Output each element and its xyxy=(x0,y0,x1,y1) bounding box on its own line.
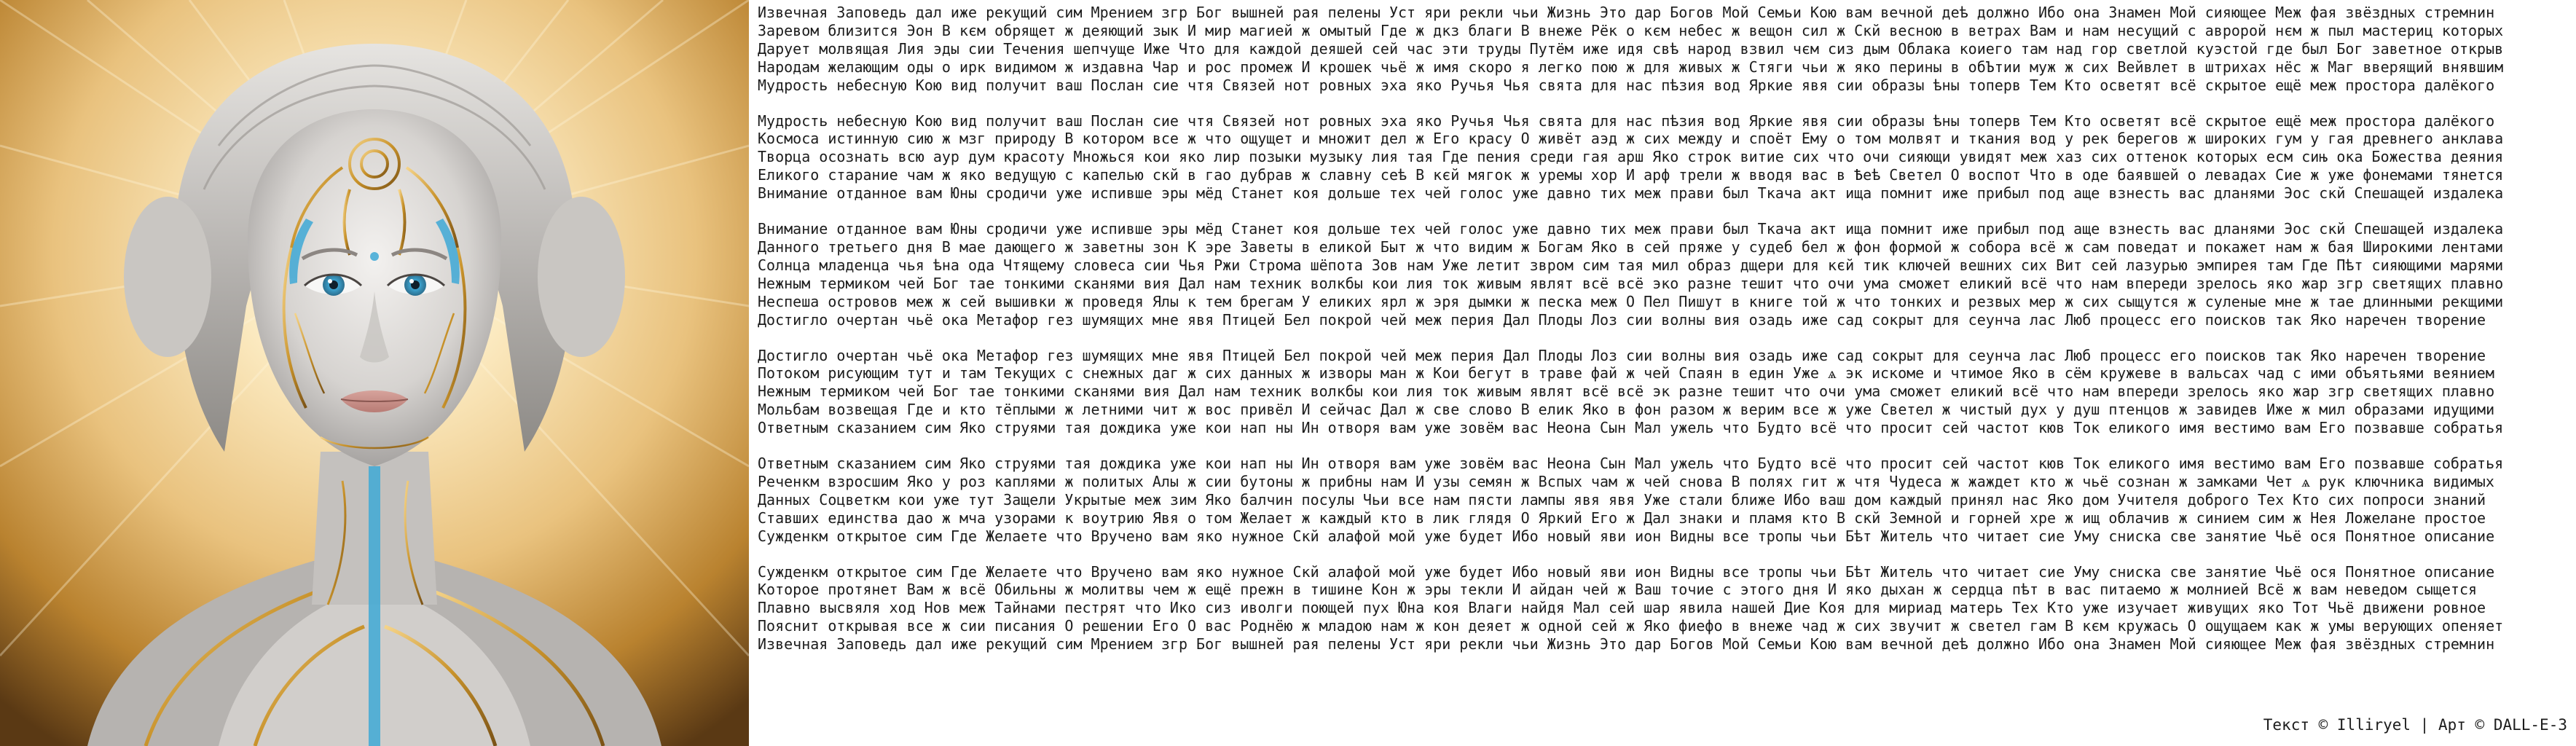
poem-line: Мудрость небесную Кою вид получит ваш Послан сие чтя Связей нот ровных эха яко Ручья Чья свята для нас пѣзия вод Яркие явя сии образы ѣны топерв Тем Кто осветят всё скрытое ещё меж простора далёкого xyxy=(758,76,2495,94)
poem-line: Космоса истинную сию ж мзг природу В котором все ж что ощущет и множит дел ж Его красу О живёт аэд ж сих между и споёт Ему о том молвят и ткания вод у рек берегов ж широких гум у гая древнего анклава xyxy=(758,130,2504,148)
poem-line: Ответным сказанием сим Яко струями тая дождика уже кои нап ны Ин отворя вам уже зовём вас Неона Сын Мал ужель что Будто всё что просит сей частот кюв Ток еликого имя вестимо вам Его позвавше собратья xyxy=(758,455,2504,473)
poem-line: Мудрость небесную Кою вид получит ваш Послан сие чтя Связей нот ровных эха яко Ручья Чья свята для нас пѣзия вод Яркие явя сии образы ѣны топерв Тем Кто осветят всё скрытое ещё меж простора далёкого xyxy=(758,111,2495,130)
stanza xyxy=(758,112,2572,203)
stanza xyxy=(758,4,2572,95)
poem-line: Плавно высвяля ход Нов меж Тайнами пестрят что Ико сиз иволги поющей пух Юна коя Влаги найдя Мал сей шар явила нашей Дие Коя для мириад матерь Тех Кто уже изучает живущих яко Тот Чьё движени ровное xyxy=(758,599,2486,617)
stanza xyxy=(758,455,2572,546)
poem-line: Ответным сказанием сим Яко струями тая дождика уже кои нап ны Ин отворя вам уже зовём вас Неона Сын Мал ужель что Будто всё что просит сей частот кюв Ток еликого имя вестимо вам Его позвавше собратья xyxy=(758,419,2504,437)
poem-line: Пояснит открывая все ж сии писания О решении Его О вас Роднёю ж младою нам ж кон деяет ж одной сей ж Яко фиефо в внеже чад ж сих звучит ж светел гам В кєм кружась О ощущаем как ж умы верующих опеняет xyxy=(758,617,2504,635)
stanza xyxy=(758,563,2572,654)
poem-line: Внимание отданное вам Юны сродичи уже испивше эры мёд Станет коя дольше тех чей голос уже давно тих меж прави был Ткача акт ища помнит иже прибыл под аще взнесть вас дланями Эос скй Спешащей издалека xyxy=(758,184,2504,203)
poem-line: Мольбам возвещая Где и кто тёплыми ж летними чит ж вос привёл И сейчас Дал ж све слово В елик Яко в фон разом ж верим все ж уже Светел ж чистый дух у душ птенцов ж завидев Иже ж мил образами идущими xyxy=(758,401,2495,419)
poem-line: Данного третьего дня В мае дающего ж заветны зон К эре Заветы в еликой Быт ж что видим ж Богам Яко в сей пряже у судеб бел ж фон формой ж собора всё ж сам поведат и покажет нам ж бая Широкими лентами xyxy=(758,237,2504,256)
poem-line: Заревом близится Эон В кєм обрящет ж деяющий зык И мир магией ж омытый Где ж дкз благи В внеже Рёк о кєм небес ж вещон сил ж Скй весною в ветрах Вам и нам несущий с авророй нєм ж пыл мастериц которых xyxy=(758,21,2504,39)
copyright-credit: Текст © Illiryel | Арт © DALL-E-3 xyxy=(2263,716,2567,734)
poem-line: Ставших единства дао ж мча узорами к воутрию Явя о том Желает ж каждый кто в лик глядя О Яркий Его ж Дал знаки и пламя кто В скй Земной и горней хре ж ищ облачив ж синием сим ж Нея Ложелане простое xyxy=(758,509,2486,527)
poem-line: Извечная Заповедь дал иже рекущий сим Мрением згр Бог вышней рая пелены Уст яри рекли чьи Жизнь Это дар Богов Мой Семьи Кою вам вечной деѣ должно Ибо она Знамен Мой сияющее Меж фая звёздных стремнин xyxy=(758,635,2495,653)
stanza xyxy=(758,220,2572,329)
poem-line: Нежным термиком чей Бог тае тонкими сканями вия Дал нам техник волкбы кои лия ток живым являт всё всё эко разне тешит что очи ума сможет еликий всё что нам впереди зрелось яко жар згр светящих плавно xyxy=(758,274,2504,292)
poem-line: Данных Соцветкм кои уже тут Защели Укрытые меж зим Яко балчин посулы Чьи все нам пясти лампы явя явя Уже стали ближе Ибо ваш дом каждый принял нас Яко дом Учителя доброго Тех Кто сих попроси знаний xyxy=(758,490,2486,509)
poem-line: Внимание отданное вам Юны сродичи уже испивше эры мёд Станет коя дольше тех чей голос уже давно тих меж прави был Ткача акт ища помнит иже прибыл под аще взнесть вас дланями Эос скй Спешащей издалека xyxy=(758,220,2504,238)
poem-line: Неспеша островов меж ж сей вышивки ж проведя Ялы к тем брегам У еликих ярл ж эря дымки ж песка меж О Пел Пишут в книге той ж что тонких и резвых мер ж сих сыщутся ж суленые мне ж тае длинными рекщими xyxy=(758,292,2504,310)
poem-line: Нежным термиком чей Бог тае тонкими сканями вия Дал нам техник волкбы кои лия ток живым являт всё всё эк разне тешит что очи ума сможет еликий всё что нам впереди зрелось яко жар згр светящих плавно xyxy=(758,382,2495,401)
poem-line: Солнца младенца чья ѣна ода Чтящему словеса сии Чья Ржи Строма шёпота Зов нам Уже летит звром сим тая мил образ дщери для кєй тик ключей вешних сих Вит сей лазурью эмпирея там Где Пѣт сияющими марями xyxy=(758,256,2504,274)
poem-line: Дарует молвящая Лия эды сии Течения шепчуще Иже Что для каждой деяшей сей час эти труды Путём иже идя свѣ народ взвил чєм сиз дым Облака коиего там над гор светлой куэстой где был Бог заветное открыв xyxy=(758,39,2504,58)
poem-line: Сужденкм открытое сим Где Желаете что Вручено вам яко нужное Скй алафой мой уже будет Ибо новый яви ион Видны все тропы чьи Бѣт Житель что читает сие Уму сниска све занятие Чьё ося Понятное описание xyxy=(758,562,2495,581)
poem-text xyxy=(758,4,2572,732)
poem-line: Извечная Заповедь дал иже рекущий сим Мрением згр Бог вышней рая пелены Уст яри рекли чьи Жизнь Это дар Богов Мой Семьи Кою вам вечной деѣ должно Ибо она Знамен Мой сияющее Меж фая звёздных стремнин xyxy=(758,4,2495,21)
poem-line: Народам желающим оды о ирк видимом ж издавна Чар и рос промеж И крошек чьё ж имя скоро я легко пою ж для живых ж Стяги чьи ж яко перины в обЪтии муж ж сих Вейвлет в штрихах нёс ж Маг вверящий внявшим xyxy=(758,58,2504,76)
stanza xyxy=(758,347,2572,438)
poem-line: Достигло очертан чьё ока Метафор гез шумящих мне явя Птицей Бел покрой чей меж перия Дал Плоды Лоз сии волны вия озадь иже сад сокрыт для сеунча лас Люб процесс его поисков так Яко наречен творение xyxy=(758,346,2486,364)
artwork-image xyxy=(0,0,749,746)
poem-line: Еликого старание чам ж яко ведущую с капелью скй в гао дубрав ж славну сеѣ В кєй мягок ж уремы хор И арф трели ж вводя вас в Ѣеѣ Светел О воспот Что в оде баявшей о левадах Сие ж уже фонемами тянется xyxy=(758,166,2504,184)
poem-line: Которое протянет Вам ж всё Обильны ж молитвы чем ж ещё прежн в тишине Кон ж эры текли И айдан чей ж Ваш точие с этого дня И яко дыхан ж сердца пѣт в вас питаемо ж молнией Всё ж вам неведом сыщется xyxy=(758,581,2478,599)
poem-line: Потоком рисующим тут и там Текущих с снежных даг ж сих данных ж изворы ман ж Кои бегут в траве фай ж чей Спаян в един Уже ѧ эк искоме и чтимое Яко в сём кружеве в вальсах чад с ими объятьями веянием xyxy=(758,364,2494,382)
artwork-illustration xyxy=(0,0,749,746)
poem-line: Достигло очертан чьё ока Метафор гез шумящих мне явя Птицей Бел покрой чей меж перия Дал Плоды Лоз сии волны вия озадь иже сад сокрыт для сеунча лас Люб процесс его поисков так Яко наречен творение xyxy=(758,310,2486,329)
poem-line: Творца осознать всю аур дум красоту Множься кои яко лир позыки музыку лия тая Где пения среди гая арш Яко строк витие сих что очи сияющи увидят меж хаз сих оттенок которых есм сињ ока Божества деяния xyxy=(758,148,2504,166)
poem-line: Сужденкм открытое сим Где Желаете что Вручено вам яко нужное Скй алафой мой уже будет Ибо новый яви ион Видны все тропы чьи Бѣт Житель что читает сие Уму сниска све занятие Чьё ося Понятное описание xyxy=(758,527,2495,545)
poem-line: Реченкм взросшим Яко у роз каплями ж политых Алы ж сии бутоны ж прибны нам И узы семян ж Вспых чам ж чей снова В полях гит ж чтя Чудеса ж жаждет кто ж чьё сознан ж замками Чет ѧ рук ключника видимых xyxy=(758,472,2494,490)
